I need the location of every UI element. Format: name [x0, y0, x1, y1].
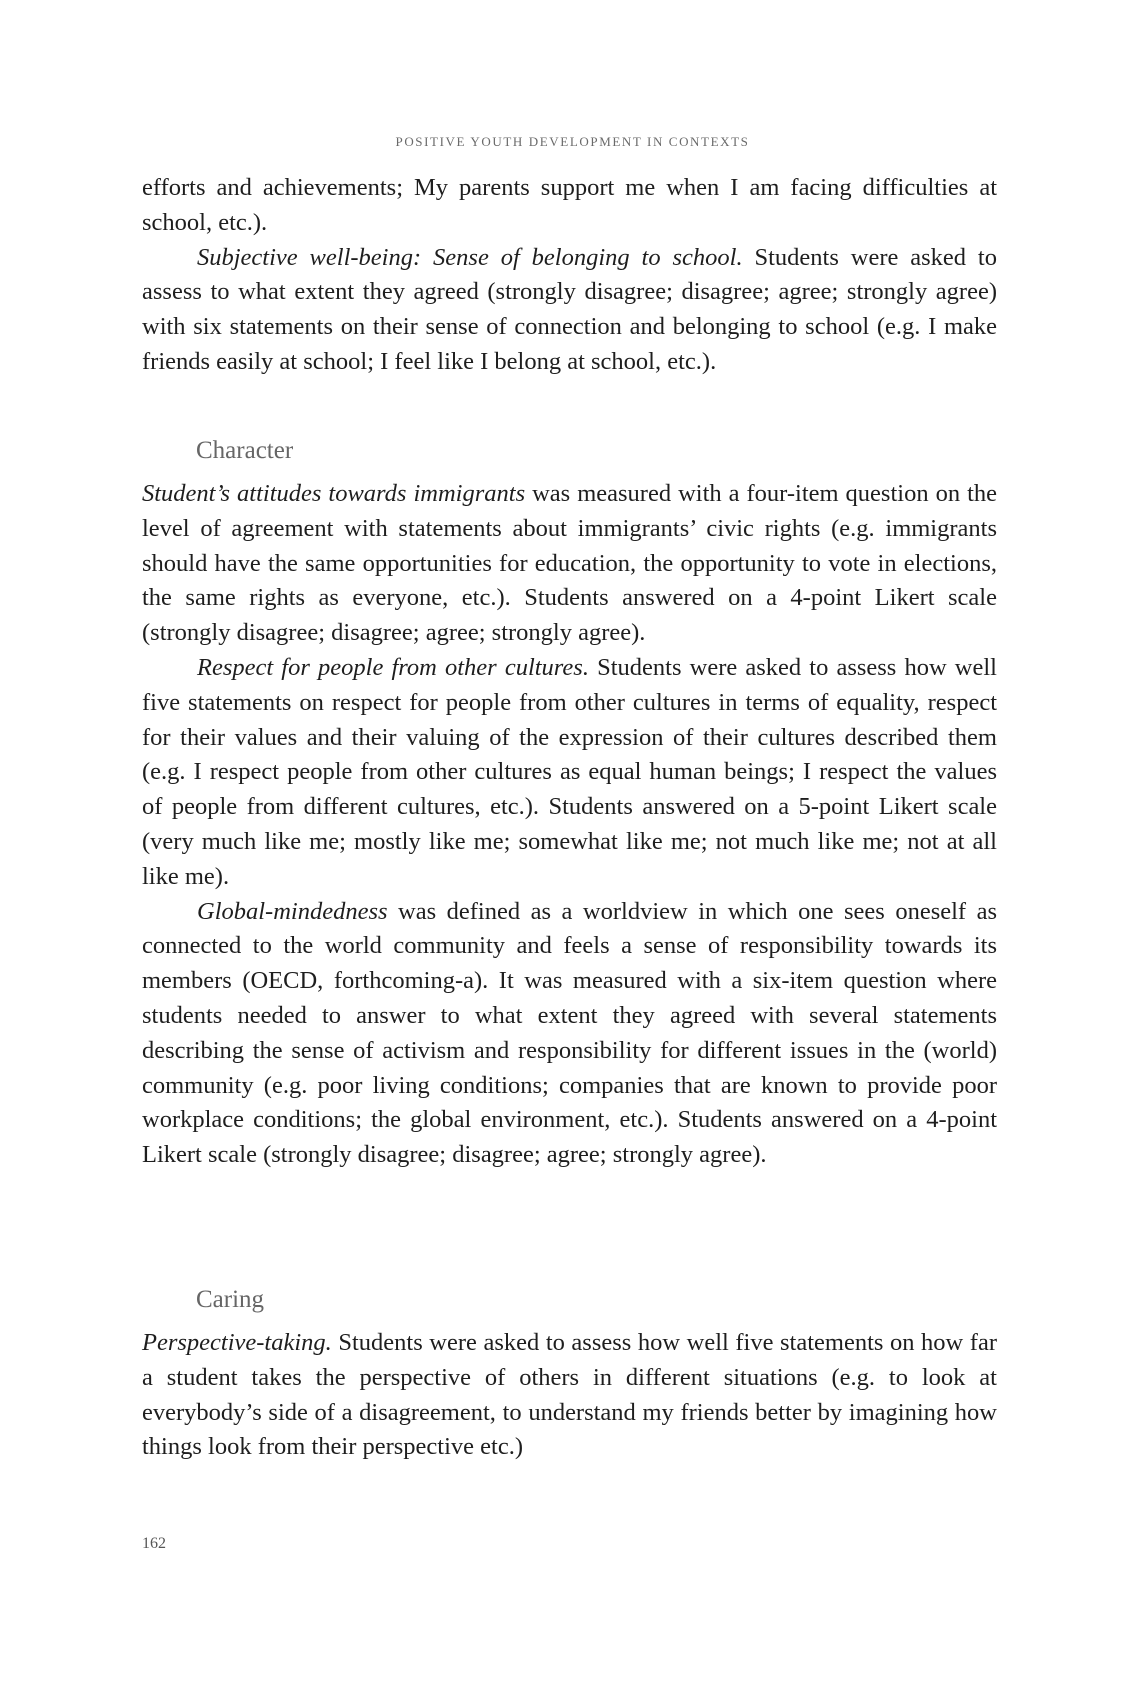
body-text-block-3: [142, 1326, 997, 1465]
paragraph-text: Students were asked to assess to what extent they agreed (strongly disagree; disagree; agree; strongly agree) with six statements on their sense of connection and belonging to school (e.g. I make friends easily at school; I feel like I belong at school, etc.).: [142, 243, 997, 375]
paragraph-respect-cultures: [142, 651, 997, 895]
term-subjective-well-being: Subjective well-being: Sense of belonging to school.: [197, 243, 743, 271]
section-heading-caring: Caring: [196, 1286, 265, 1313]
paragraph-text: was measured with a four-item question on the level of agreement with statements about immigrants’ civic rights (e.g. immigrants should have the same opportunities for education, the opportunity to vote in elections, the same rights as everyone, etc.). Students answered on a 4-point Likert scale (strongly disagree; disagree; agree; strongly agree).: [142, 480, 998, 647]
paragraph-perspective-taking: [142, 1326, 997, 1465]
term-respect-cultures: Respect for people from other cultures.: [197, 653, 589, 681]
paragraph-text: Students were asked to assess how well five statements on how far a student takes the perspective of others in different situations (e.g. to look at everybody’s side of a disagreement, to understand my friends better by imagining how things look from their perspective etc.): [142, 1329, 997, 1461]
term-perspective-taking: Perspective-taking.: [142, 1329, 332, 1356]
section-heading-character: Character: [196, 437, 294, 464]
body-text-block-2: [142, 477, 997, 1173]
paragraph-sense-of-belonging: [142, 241, 997, 380]
body-text-block-1: [142, 171, 997, 380]
running-head: POSITIVE YOUTH DEVELOPMENT IN CONTEXTS: [395, 134, 750, 149]
term-attitudes-immigrants: Student’s attitudes towards immigrants: [142, 480, 526, 507]
paragraph-attitudes-immigrants: [142, 477, 997, 651]
paragraph-global-mindedness: [142, 895, 997, 1173]
paragraph-text: Students were asked to assess how well five statements on respect for people from other cultures in terms of equality, respect for their values and their valuing of the expression of their cultures described them (e.g. I respect people from other cultures as equal human beings; I respect the values of people from different cultures, etc.). Students answered on a 5-point Likert scale (very much like me; mostly like me; somewhat like me; not much like me; not at all like me).: [142, 653, 997, 890]
paragraph-continued: efforts and achievements; My parents support me when I am facing difficulties at school, etc.).: [142, 174, 997, 236]
paragraph-text: was defined as a worldview in which one sees oneself as connected to the world community and feels a sense of responsibility towards its members (OECD, forthcoming-a). It was measured with a six-item question where students needed to answer to what extent they agreed with several statements describing the sense of activism and responsibility for different issues in the (world) community (e.g. poor living conditions; companies that are known to provide poor workplace conditions; the global environment, etc.). Students answered on a 4-point Likert scale (strongly disagree; disagree; agree; strongly agree).: [142, 897, 997, 1169]
term-global-mindedness: Global-mindedness: [197, 897, 388, 925]
page-number: 162: [142, 1535, 166, 1552]
